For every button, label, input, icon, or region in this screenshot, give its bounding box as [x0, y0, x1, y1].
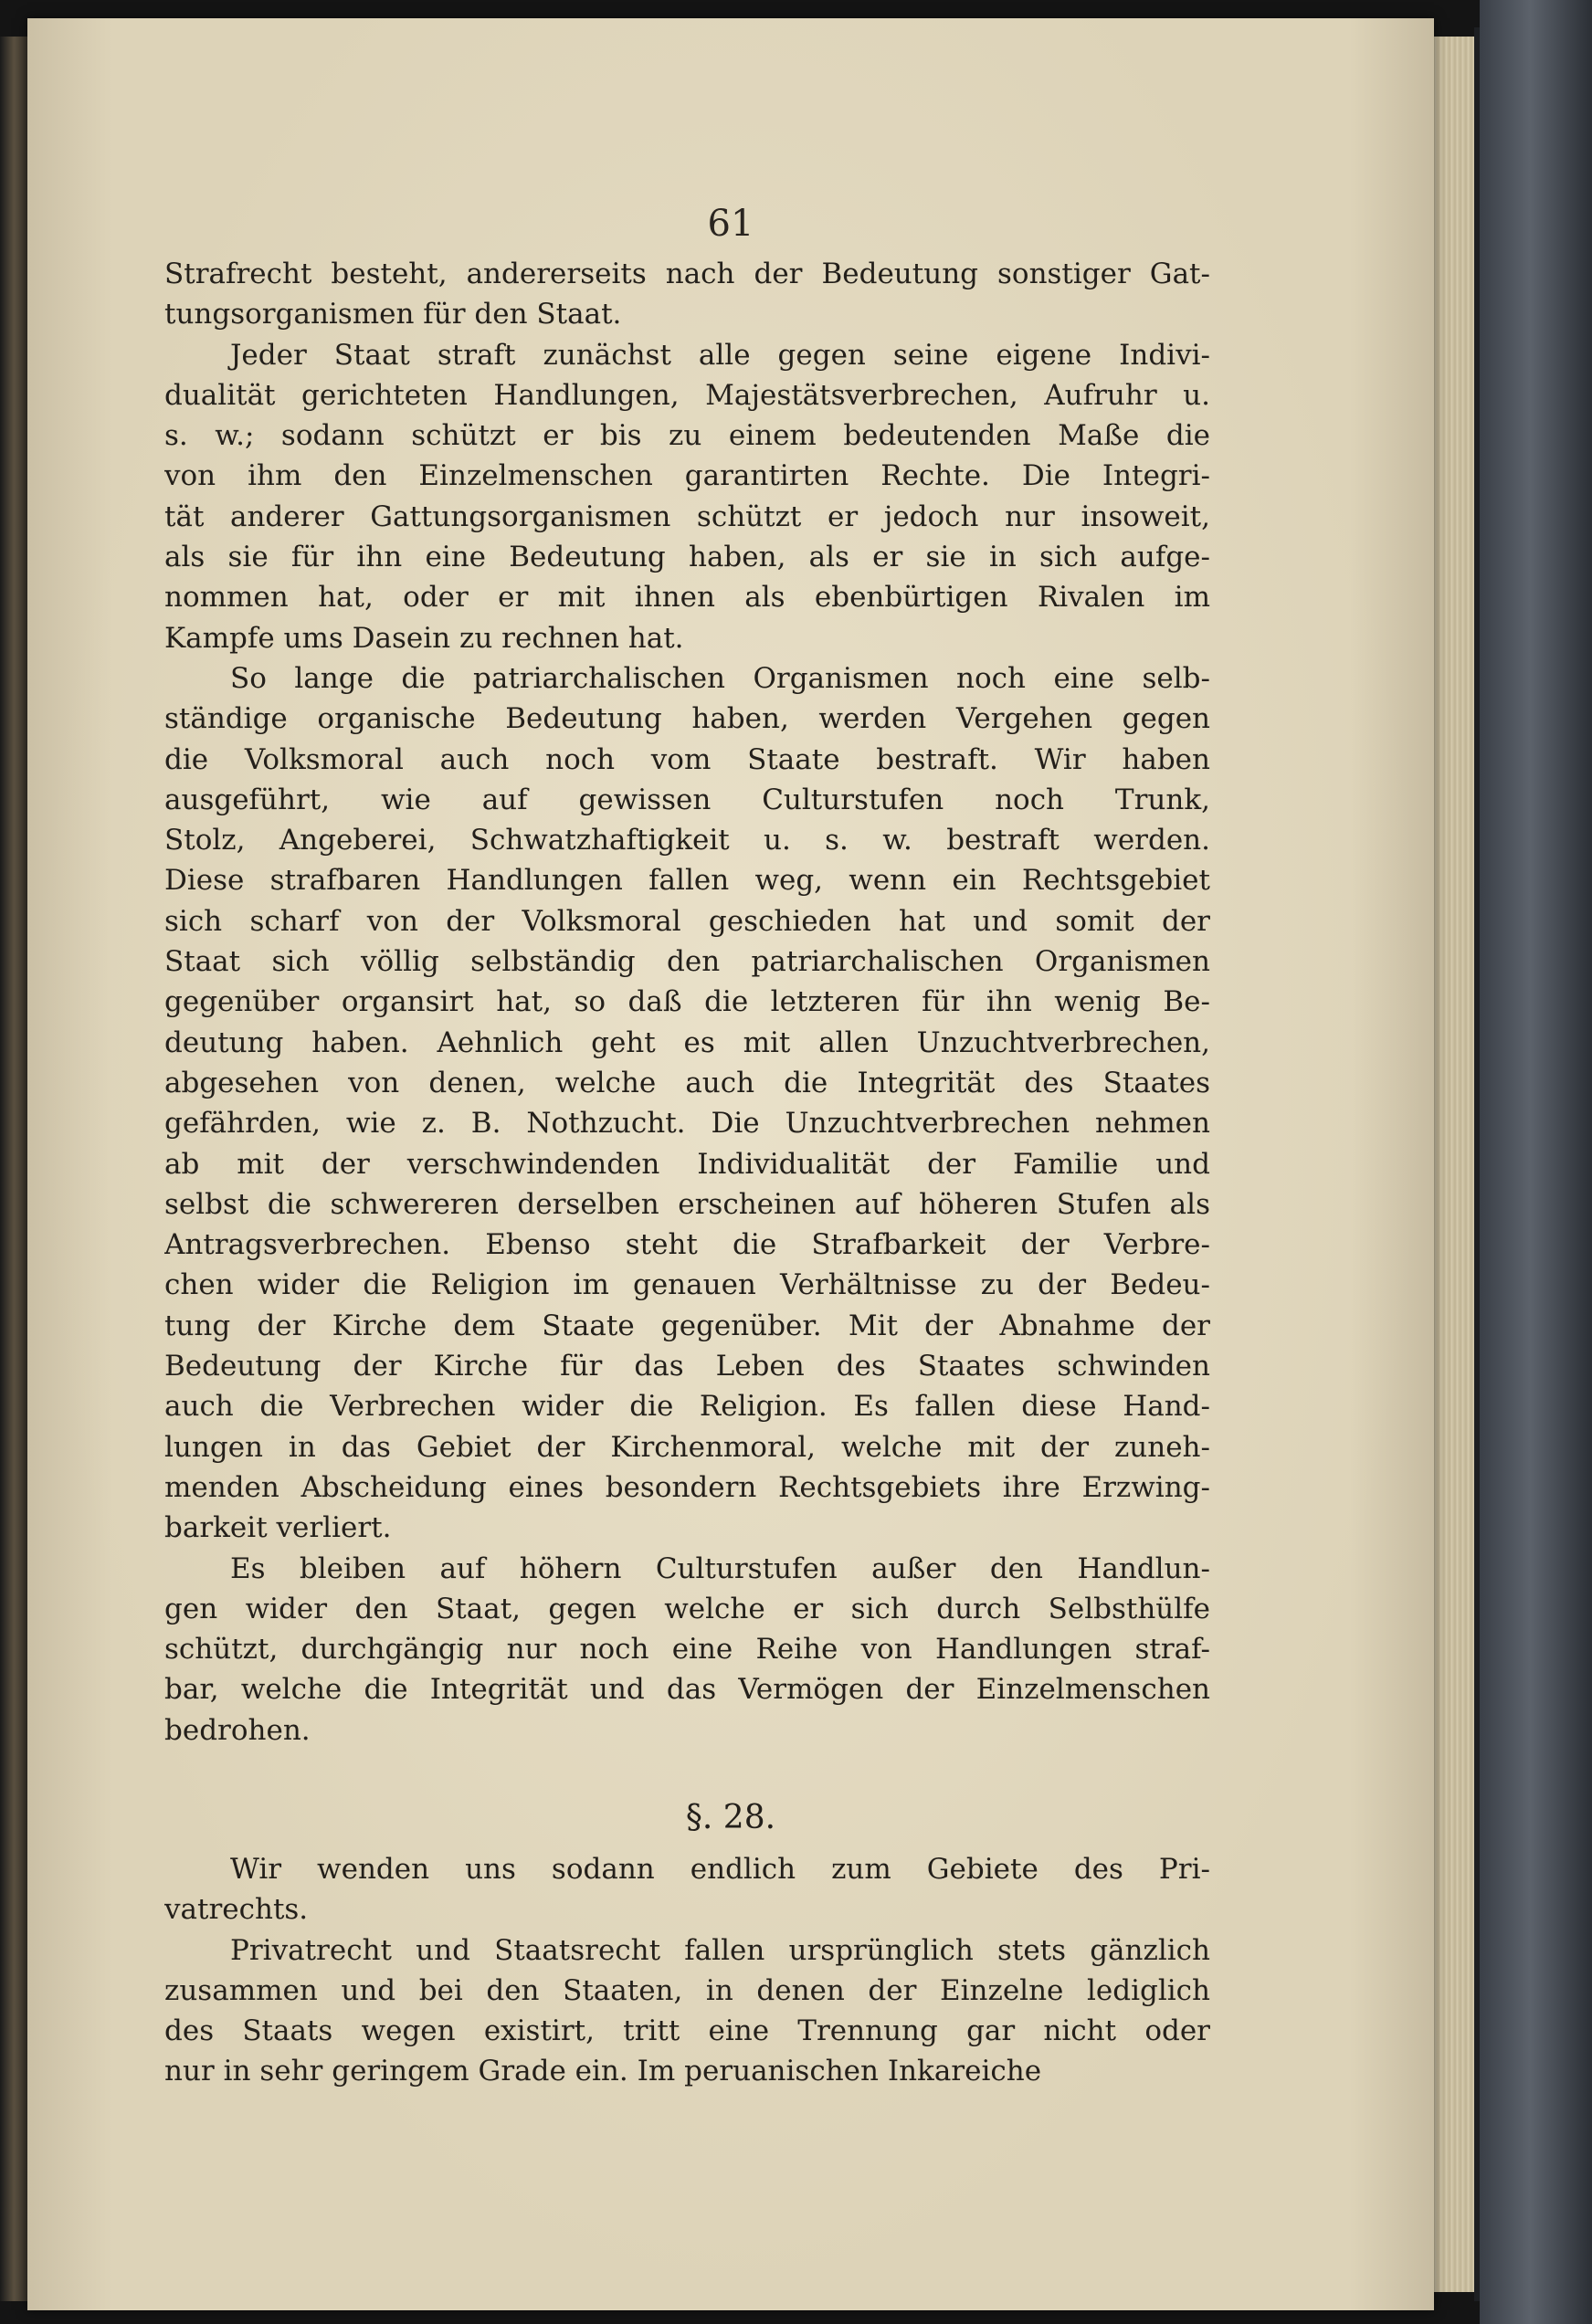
- text-line: selbst die schwereren derselben erscheinen auf höheren Stufen als: [164, 1187, 1210, 1221]
- text-line: gefährden, wie z. B. Nothzucht. Die Unzuchtverbrechen nehmen: [164, 1107, 1210, 1141]
- text-line: Jeder Staat straft zunächst alle gegen seine eigene Indivi-: [230, 338, 1210, 372]
- text-line: des Staats wegen existirt, tritt eine Trennung gar nicht oder: [164, 2014, 1210, 2048]
- body-text-top: [164, 254, 1210, 1751]
- section-heading: §. 28.: [685, 1799, 776, 1836]
- text-line: Wir wenden uns sodann endlich zum Gebiete des Pri-: [230, 1853, 1210, 1886]
- text-line: schützt, durchgängig nur noch eine Reihe von Handlungen straf-: [164, 1633, 1210, 1667]
- text-line: vatrechts.: [164, 1893, 309, 1927]
- text-line: zusammen und bei den Staaten, in denen der Einzelne lediglich: [164, 1973, 1210, 2007]
- book-cover: [1480, 0, 1592, 2324]
- text-line: Bedeutung der Kirche für das Leben des Staates schwinden: [164, 1350, 1210, 1383]
- text-line: sich scharf von der Volksmoral geschieden hat und somit der: [164, 904, 1210, 938]
- text-line: Antragsverbrechen. Ebenso steht die Strafbarkeit der Verbre-: [164, 1228, 1210, 1262]
- text-line: die Volksmoral auch noch vom Staate bestraft. Wir haben: [164, 742, 1210, 776]
- text-line: ständige organische Bedeutung haben, werden Vergehen gegen: [164, 702, 1210, 736]
- text-line: bar, welche die Integrität und das Vermögen der Einzelmenschen: [164, 1673, 1210, 1707]
- text-line: barkeit verliert.: [164, 1511, 392, 1545]
- text-line: auch die Verbrechen wider die Religion. Es fallen diese Hand-: [164, 1390, 1210, 1424]
- text-line: bedrohen.: [164, 1713, 311, 1747]
- text-line: ab mit der verschwindenden Individualität der Familie und: [164, 1147, 1210, 1181]
- text-line: Staat sich völlig selbständig den patriarchalischen Organismen: [164, 945, 1210, 979]
- text-line: tät anderer Gattungsorganismen schützt er jedoch nur insoweit,: [164, 500, 1210, 533]
- text-line: deutung haben. Aehnlich geht es mit allen Unzuchtverbrechen,: [164, 1025, 1210, 1059]
- text-line: ausgeführt, wie auf gewissen Culturstufen noch Trunk,: [164, 783, 1210, 816]
- text-line: chen wider die Religion im genauen Verhältnisse zu der Bedeu-: [164, 1268, 1210, 1302]
- text-line: Kampfe ums Dasein zu rechnen hat.: [164, 621, 684, 655]
- text-line: tungsorganismen für den Staat.: [164, 298, 622, 331]
- text-line: von ihm den Einzelmenschen garantirten Rechte. Die Integri-: [164, 459, 1210, 493]
- text-line: gegenüber organsirt hat, so daß die letzteren für ihn wenig Be-: [164, 985, 1210, 1019]
- text-line: Diese strafbaren Handlungen fallen weg, wenn ein Rechtsgebiet: [164, 864, 1210, 898]
- text-line: Stolz, Angeberei, Schwatzhaftigkeit u. s. w. bestraft werden.: [164, 824, 1210, 857]
- text-line: gen wider den Staat, gegen welche er sich durch Selbsthülfe: [164, 1592, 1210, 1625]
- text-line: nommen hat, oder er mit ihnen als ebenbürtigen Rivalen im: [164, 581, 1210, 615]
- page-number: 61: [707, 203, 754, 245]
- text-line: menden Abscheidung eines besondern Rechtsgebiets ihre Erzwing-: [164, 1470, 1210, 1504]
- text-line: Es bleiben auf höhern Culturstufen außer den Handlun-: [230, 1551, 1210, 1585]
- text-line: Privatrecht und Staatsrecht fallen ursprünglich stets gänzlich: [230, 1933, 1210, 1967]
- text-line: als sie für ihn eine Bedeutung haben, als er sie in sich aufge-: [164, 541, 1210, 574]
- text-line: lungen in das Gebiet der Kirchenmoral, welche mit der zuneh-: [164, 1430, 1210, 1464]
- text-line: tung der Kirche dem Staate gegenüber. Mit der Abnahme der: [164, 1309, 1210, 1342]
- text-line: dualität gerichteten Handlungen, Majestätsverbrechen, Aufruhr u.: [164, 378, 1210, 412]
- text-line: abgesehen von denen, welche auch die Integrität des Staates: [164, 1066, 1210, 1099]
- book-page: [27, 18, 1434, 2310]
- text-line: Strafrecht besteht, andererseits nach der Bedeutung sonstiger Gat-: [164, 258, 1210, 290]
- body-text-bottom: [164, 1849, 1210, 2092]
- text-line: nur in sehr geringem Grade ein. Im peruanischen Inkareiche: [164, 2055, 1042, 2088]
- text-line: So lange die patriarchalischen Organismen noch eine selb-: [230, 661, 1210, 695]
- text-line: s. w.; sodann schützt er bis zu einem bedeutenden Maße die: [164, 419, 1210, 453]
